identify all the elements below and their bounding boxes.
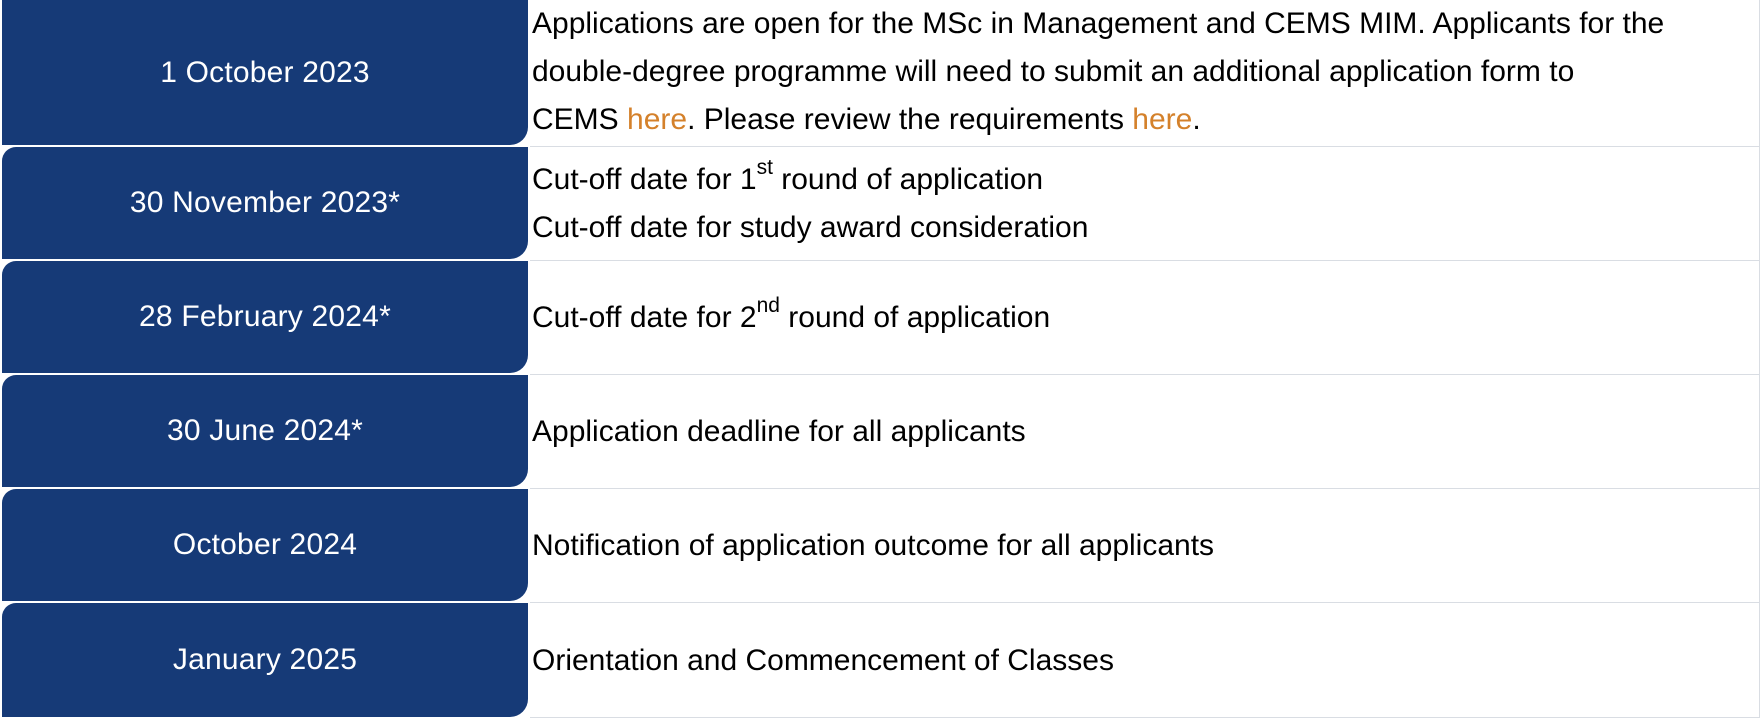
- description-line: [532, 522, 1759, 570]
- requirements-link[interactable]: here: [1132, 103, 1193, 136]
- date-cell: [2, 603, 528, 717]
- description-text: round of application: [779, 300, 1051, 334]
- description-line: [532, 637, 1759, 685]
- description-cell: [530, 488, 1760, 602]
- timeline-row: [0, 374, 1764, 488]
- description-text: Applications are open for the MSc in Management and CEMS MIM. Applicants for the: [532, 7, 1665, 40]
- date-cell: [2, 0, 528, 145]
- description-line: [532, 408, 1759, 456]
- timeline-row: [0, 602, 1764, 718]
- timeline-row: [0, 0, 1764, 146]
- description-line: [532, 0, 1759, 48]
- description-text: Cut-off date for 2: [532, 300, 757, 334]
- ordinal-suffix: nd: [756, 293, 780, 317]
- cems-form-link[interactable]: here: [627, 103, 688, 136]
- description-line: [532, 48, 1759, 96]
- description-line: [532, 204, 1759, 252]
- date-label: 1 October 2023: [160, 55, 370, 89]
- description-cell: [530, 374, 1760, 488]
- description-cell: [530, 146, 1760, 260]
- date-cell: [2, 489, 528, 601]
- description-text: CEMS: [532, 103, 628, 136]
- description-text: Cut-off date for 1: [532, 162, 757, 196]
- description-text: .: [1192, 103, 1201, 136]
- date-label: 28 February 2024*: [139, 300, 391, 333]
- date-cell: [2, 147, 528, 259]
- description-cell: [530, 0, 1760, 146]
- date-label: 30 November 2023*: [129, 186, 401, 219]
- description-line: [532, 156, 1759, 204]
- timeline-row: [0, 488, 1764, 602]
- description-text: . Please review the requirements: [687, 103, 1133, 136]
- date-cell: [2, 261, 528, 373]
- timeline-row: [0, 260, 1764, 374]
- description-text: Cut-off date for study award consideration: [532, 210, 1089, 244]
- ordinal-suffix: st: [756, 155, 773, 179]
- description-cell: [530, 602, 1760, 718]
- description-text: Application deadline for all applicants: [532, 414, 1026, 448]
- date-label: 30 June 2024*: [166, 414, 364, 447]
- date-label: January 2025: [172, 643, 358, 676]
- description-line: [532, 294, 1759, 342]
- description-text: double-degree programme will need to submit an additional application form to: [532, 55, 1575, 88]
- description-text: Orientation and Commencement of Classes: [532, 643, 1114, 677]
- description-text: Notification of application outcome for all applicants: [532, 528, 1215, 562]
- description-line: [532, 96, 1759, 144]
- description-text: round of application: [772, 162, 1044, 196]
- description-cell: [530, 260, 1760, 374]
- date-label: October 2024: [172, 528, 358, 561]
- timeline-row: [0, 146, 1764, 260]
- date-cell: [2, 375, 528, 487]
- table-bottom-border: [530, 717, 1760, 718]
